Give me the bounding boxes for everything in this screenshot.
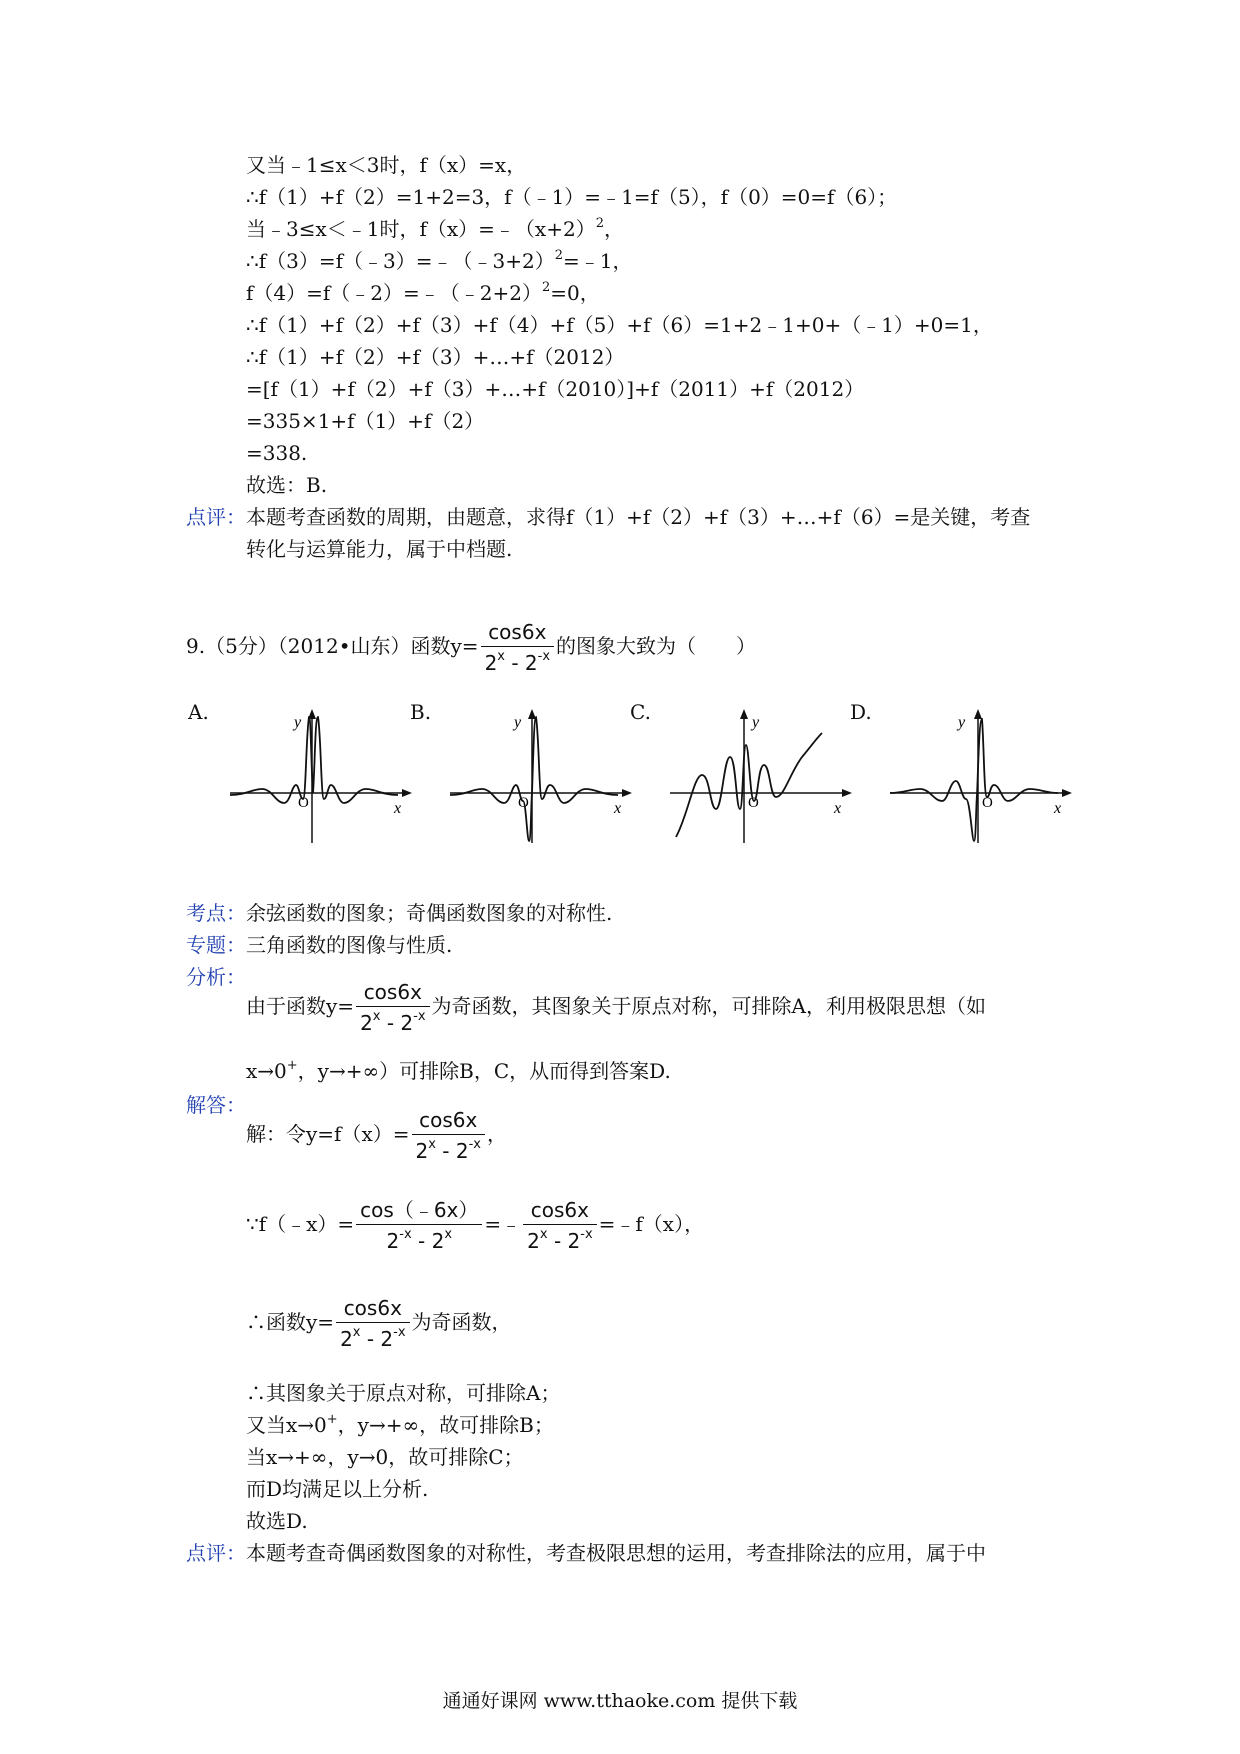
den-mid: - 2: [360, 1327, 394, 1351]
answer-line-3: [246, 1296, 512, 1351]
den-exp: x: [497, 649, 505, 664]
answer-l2-post: =﹣f（x），: [598, 1212, 705, 1236]
kaodian-text: 余弦函数的图象；奇偶函数图象的对称性.: [246, 901, 613, 925]
review-label: 点评：: [186, 1541, 246, 1565]
solution-line-2: ∴f（1）+f（2）=1+2=3，f（﹣1）=﹣1=f（5），f（0）=0=f（6）；: [246, 185, 898, 209]
question-9: [186, 620, 756, 675]
fraction-numerator: cos6x: [336, 1296, 409, 1323]
den-mid: - 2: [547, 1229, 581, 1253]
zhuanti: [186, 932, 452, 958]
option-c-label: C.: [630, 700, 651, 724]
answer-line-4: ∴其图象关于原点对称，可排除A；: [246, 1381, 561, 1405]
graph-option-d: [886, 705, 1076, 845]
answer-line-5: [246, 1412, 554, 1438]
answer-line-8: 故选D.: [246, 1509, 308, 1533]
superscript-plus: +: [326, 1412, 338, 1427]
den-exp: -x: [537, 649, 551, 664]
solution-line-5: [246, 280, 600, 306]
option-b-label: B.: [410, 700, 432, 724]
den-base: 2: [340, 1327, 353, 1351]
answer-fraction-2: [356, 1198, 482, 1253]
y-axis-label: y: [514, 714, 522, 731]
den-base: 2: [415, 1139, 429, 1163]
answer-l1-pre: 解：令y=f（x）=: [246, 1122, 410, 1146]
superscript-plus: +: [286, 1058, 298, 1073]
answer-l3-pre: ∴函数y=: [246, 1310, 335, 1334]
fenxi-label: 分析：: [186, 965, 246, 989]
fraction-denominator: [356, 1007, 429, 1035]
den-exp: -x: [413, 1009, 426, 1024]
fraction-numerator: cos6x: [481, 620, 554, 647]
origin-label: O: [982, 795, 993, 811]
answer-label: 解答：: [186, 1093, 246, 1117]
fraction-numerator: cos6x: [412, 1108, 485, 1135]
answer-fraction-4: [336, 1296, 409, 1351]
solution-line-4: [246, 248, 632, 274]
x-axis-label: x: [1054, 800, 1062, 817]
solution-line-3-tail: ，: [603, 217, 624, 241]
solution-line-6: ∴f（1）+f（2）+f（3）+f（4）+f（5）+f（6）=1+2﹣1+0+（﹣1）+0=1，: [246, 313, 993, 337]
x-axis-label: x: [394, 800, 402, 817]
solution-line-11: 故选：B.: [246, 473, 328, 497]
review-1-line-2: 转化与运算能力，属于中档题.: [246, 537, 513, 561]
zhuanti-text: 三角函数的图像与性质.: [246, 933, 453, 957]
fenxi-line2-a: x→0: [246, 1059, 287, 1083]
kaodian-label: 考点：: [186, 901, 246, 925]
answer-line-7: 而D均满足以上分析.: [246, 1477, 429, 1501]
solution-line-3: [246, 216, 624, 242]
den-base: 2: [360, 1011, 373, 1035]
review-1: [186, 504, 1030, 530]
y-axis-label: y: [294, 714, 302, 731]
answer-l1-post: ，: [486, 1122, 507, 1146]
den-mid: - 2: [505, 651, 538, 675]
fraction-denominator: [412, 1135, 485, 1163]
x-axis-label: x: [834, 800, 842, 817]
solution-line-3-text: 当﹣3≤x＜﹣1时，f（x）=﹣（x+2）: [246, 217, 596, 241]
answer-l3-post: 为奇函数，: [411, 1310, 512, 1334]
answer-l2-pre: ∵f（﹣x）=: [246, 1212, 355, 1236]
answer-line-1: [246, 1108, 507, 1163]
den-mid: - 2: [435, 1139, 469, 1163]
solution-line-4-text: ∴f（3）=f（﹣3）=﹣（﹣3+2）: [246, 249, 555, 273]
den-exp: -x: [393, 1325, 406, 1340]
den-exp: -x: [580, 1227, 593, 1242]
solution-line-7: ∴f（1）+f（2）+f（3）+…+f（2012）: [246, 345, 625, 369]
graph-option-c: [666, 705, 856, 845]
answer-l5-b: ，y→+∞，故可排除B；: [337, 1413, 554, 1437]
answer-l5-a: 又当x→0: [246, 1413, 327, 1437]
fenxi-post: 为奇函数，其图象关于原点对称，可排除A，利用极限思想（如: [431, 994, 986, 1018]
solution-line-5-text: f（4）=f（﹣2）=﹣（﹣2+2）: [246, 281, 542, 305]
page-footer: 通通好课网 www.tthaoke.com 提供下载: [442, 1690, 798, 1712]
review-2-text: 本题考查奇偶函数图象的对称性，考查极限思想的运用，考查排除法的应用，属于中: [246, 1541, 986, 1565]
fenxi-fraction: [356, 980, 429, 1035]
solution-line-8: =[f（1）+f（2）+f（3）+…+f（2010）]+f（2011）+f（2012）: [246, 377, 865, 401]
den-mid: - 2: [380, 1011, 414, 1035]
origin-label: O: [518, 795, 529, 811]
fraction-numerator: cos（﹣6x）: [356, 1198, 482, 1225]
y-axis-label: y: [958, 714, 966, 731]
den-mid: - 2: [411, 1229, 445, 1253]
den-exp: -x: [468, 1137, 481, 1152]
den-base: 2: [527, 1229, 540, 1253]
graph-option-b: [446, 705, 636, 845]
den-exp: -x: [399, 1227, 412, 1242]
answer-l2-mid: =﹣: [484, 1212, 522, 1236]
review-label: 点评：: [186, 505, 246, 529]
origin-label: O: [748, 795, 759, 811]
question-fraction: [481, 620, 554, 675]
exponent: 2: [554, 248, 563, 263]
question-prefix: 9.（5分）（2012•山东）函数y=: [186, 634, 479, 658]
fenxi-line-2: [246, 1058, 671, 1084]
fraction-denominator: [523, 1225, 596, 1253]
solution-line-9: =335×1+f（1）+f（2）: [246, 409, 485, 433]
fraction-denominator: [356, 1225, 482, 1253]
fenxi-line-1: [246, 980, 986, 1035]
kaodian: [186, 900, 612, 926]
review-text-1: 本题考查函数的周期，由题意，求得f（1）+f（2）+f（3）+…+f（6）=是关键，考查: [246, 505, 1031, 529]
fenxi-line2-b: ，y→+∞）可排除B，C，从而得到答案D.: [297, 1059, 671, 1083]
fraction-denominator: [481, 647, 554, 675]
fraction-numerator: cos6x: [356, 980, 429, 1007]
answer-fraction-3: [523, 1198, 596, 1253]
review-2: [186, 1540, 986, 1566]
solution-line-1: 又当﹣1≤x＜3时，f（x）=x，: [246, 153, 527, 177]
graph-option-a: [226, 705, 416, 845]
answer-line-6: 当x→+∞，y→0，故可排除C；: [246, 1445, 524, 1469]
origin-label: O: [298, 795, 309, 811]
fraction-numerator: cos6x: [523, 1198, 596, 1225]
den-exp: x: [372, 1009, 381, 1024]
question-suffix: 的图象大致为（ ）: [556, 634, 757, 658]
den-exp: x: [352, 1325, 361, 1340]
answer-fraction-1: [412, 1108, 485, 1163]
exponent: 2: [541, 280, 551, 295]
solution-line-10: =338.: [246, 441, 308, 465]
exponent: 2: [595, 216, 604, 231]
x-axis-label: x: [614, 800, 622, 817]
option-d-label: D.: [850, 700, 872, 724]
den-base: 2: [484, 651, 498, 675]
den-exp: x: [428, 1137, 436, 1152]
fenxi-pre: 由于函数y=: [246, 994, 355, 1018]
fraction-denominator: [336, 1323, 409, 1351]
solution-line-5-tail: =0，: [550, 281, 600, 305]
y-axis-label: y: [752, 714, 760, 731]
answer-line-2: [246, 1198, 704, 1253]
den-exp: x: [539, 1227, 548, 1242]
solution-line-4-tail: =﹣1，: [562, 249, 633, 273]
den-exp: x: [444, 1227, 453, 1242]
zhuanti-label: 专题：: [186, 933, 246, 957]
option-a-label: A.: [188, 700, 209, 724]
den-base: 2: [386, 1229, 400, 1253]
